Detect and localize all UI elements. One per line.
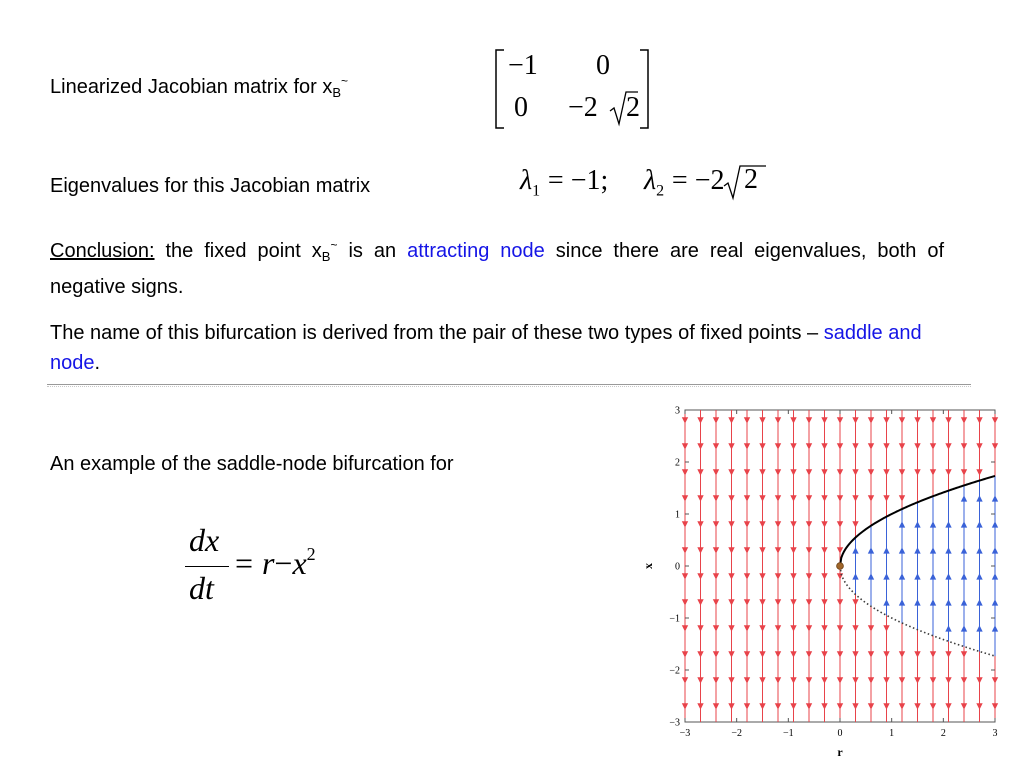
- flow-arrow: [868, 651, 874, 657]
- flow-arrow: [883, 703, 889, 709]
- flow-arrow: [899, 417, 905, 423]
- flow-arrow: [713, 521, 719, 527]
- example-text: An example of the saddle-node bifurcation for: [50, 453, 454, 475]
- flow-arrow: [759, 625, 765, 631]
- y-tick-label: 2: [675, 457, 680, 469]
- flow-arrow: [697, 443, 703, 449]
- flow-arrow: [852, 521, 858, 527]
- flow-arrow: [821, 547, 827, 553]
- eq-equals: =: [235, 545, 254, 581]
- flow-arrow: [682, 417, 688, 423]
- flow-arrow: [713, 625, 719, 631]
- flow-arrow: [961, 495, 967, 501]
- flow-arrow: [775, 573, 781, 579]
- flow-arrow: [930, 469, 936, 475]
- flow-arrow: [728, 677, 734, 683]
- flow-arrow: [837, 417, 843, 423]
- flow-arrow: [976, 599, 982, 605]
- flow-arrow: [821, 443, 827, 449]
- flow-arrow: [837, 625, 843, 631]
- x-tick-label: −2: [731, 728, 742, 739]
- flow-arrow: [790, 443, 796, 449]
- flow-arrow: [697, 469, 703, 475]
- flow-arrow: [914, 573, 920, 579]
- flow-arrow: [837, 599, 843, 605]
- flow-arrow: [713, 495, 719, 501]
- flow-arrow: [744, 625, 750, 631]
- flow-arrow: [852, 677, 858, 683]
- flow-arrow: [759, 703, 765, 709]
- flow-arrow: [914, 651, 920, 657]
- flow-arrow: [806, 677, 812, 683]
- flow-arrow: [728, 703, 734, 709]
- flow-arrow: [930, 443, 936, 449]
- flow-arrow: [744, 521, 750, 527]
- flow-arrow: [852, 573, 858, 579]
- flow-arrow: [899, 677, 905, 683]
- flow-arrow: [775, 443, 781, 449]
- flow-arrow: [852, 625, 858, 631]
- flow-arrow: [697, 547, 703, 553]
- flow-arrow: [883, 625, 889, 631]
- flow-arrow: [883, 417, 889, 423]
- flow-arrow: [945, 573, 951, 579]
- flow-arrow: [852, 703, 858, 709]
- flow-arrow: [930, 521, 936, 527]
- flow-arrow: [961, 651, 967, 657]
- x-tick-label: −3: [679, 728, 691, 739]
- section-divider: [47, 384, 971, 385]
- eigen-label: Eigenvalues for this Jacobian matrix: [50, 175, 371, 197]
- flow-arrow: [899, 495, 905, 501]
- flow-arrow: [837, 521, 843, 527]
- flow-arrow: [697, 651, 703, 657]
- flow-arrow: [682, 469, 688, 475]
- jacobian-matrix: [488, 48, 656, 130]
- flow-arrow: [976, 443, 982, 449]
- flow-arrow: [883, 443, 889, 449]
- flow-arrow: [682, 495, 688, 501]
- flow-arrow: [976, 547, 982, 553]
- flow-arrow: [899, 573, 905, 579]
- x-tick-label: 1: [889, 728, 895, 739]
- flow-arrow: [976, 521, 982, 527]
- flow-arrow: [899, 521, 905, 527]
- flow-arrow: [945, 651, 951, 657]
- flow-arrow: [837, 703, 843, 709]
- flow-arrow: [930, 599, 936, 605]
- flow-arrow: [899, 469, 905, 475]
- flow-arrow: [806, 703, 812, 709]
- y-axis-label: x: [641, 563, 655, 569]
- flow-arrow: [992, 599, 998, 605]
- x-tick-label: 0: [837, 728, 843, 739]
- flow-arrow: [883, 677, 889, 683]
- conclusion-heading: Conclusion:: [50, 240, 155, 262]
- flow-arrow: [868, 703, 874, 709]
- flow-arrow: [682, 625, 688, 631]
- flow-arrow: [945, 625, 951, 631]
- flow-arrow: [883, 547, 889, 553]
- flow-arrow: [837, 677, 843, 683]
- flow-arrow: [744, 677, 750, 683]
- flow-arrow: [914, 521, 920, 527]
- y-tick-label: 0: [675, 561, 680, 573]
- y-tick-label: −2: [669, 665, 680, 677]
- flow-arrow: [914, 417, 920, 423]
- flow-arrow: [790, 573, 796, 579]
- flow-arrow: [775, 469, 781, 475]
- flow-arrow: [744, 547, 750, 553]
- flow-arrow: [728, 521, 734, 527]
- lambda-1: λ: [520, 165, 533, 196]
- flow-arrow: [744, 417, 750, 423]
- flow-arrow: [713, 547, 719, 553]
- flow-arrow: [899, 599, 905, 605]
- flow-arrow: [728, 417, 734, 423]
- flow-arrow: [930, 677, 936, 683]
- flow-arrow: [930, 703, 936, 709]
- flow-arrow: [744, 443, 750, 449]
- flow-arrow: [992, 573, 998, 579]
- eq-numerator: dx: [189, 522, 220, 558]
- flow-arrow: [868, 469, 874, 475]
- attracting-node-term: attracting node: [407, 240, 545, 262]
- flow-arrow: [806, 651, 812, 657]
- flow-arrow: [976, 417, 982, 423]
- x-tick-label: −1: [783, 728, 794, 739]
- flow-arrow: [775, 547, 781, 553]
- flow-arrow: [976, 677, 982, 683]
- y-tick-label: 3: [675, 405, 680, 417]
- flow-arrow: [682, 573, 688, 579]
- flow-arrow: [728, 547, 734, 553]
- flow-arrow: [821, 599, 827, 605]
- flow-arrow: [713, 443, 719, 449]
- flow-arrow: [837, 547, 843, 553]
- flow-arrow: [914, 443, 920, 449]
- flow-arrow: [682, 443, 688, 449]
- flow-arrow: [697, 417, 703, 423]
- matrix-a11: −1: [508, 50, 538, 81]
- flow-arrow: [790, 547, 796, 553]
- flow-arrow: [775, 703, 781, 709]
- flow-arrow: [930, 573, 936, 579]
- flow-arrow: [852, 417, 858, 423]
- flow-arrow: [682, 599, 688, 605]
- flow-arrow: [837, 495, 843, 501]
- flow-arrow: [945, 521, 951, 527]
- flow-arrow: [806, 625, 812, 631]
- flow-arrow: [852, 495, 858, 501]
- flow-arrow: [775, 521, 781, 527]
- flow-arrow: [790, 651, 796, 657]
- flow-arrow: [806, 417, 812, 423]
- x-axis-label: r: [837, 745, 843, 759]
- lambda-2-value: = −2: [671, 165, 725, 196]
- flow-arrow: [713, 703, 719, 709]
- flow-arrow: [821, 573, 827, 579]
- flow-arrow: [976, 573, 982, 579]
- flow-arrow: [728, 599, 734, 605]
- flow-arrow: [914, 703, 920, 709]
- eigenvalues: $\lambda_1 = -1$; $\lambda_2 = -2$ 2: [520, 160, 780, 204]
- flow-arrow: [728, 625, 734, 631]
- flow-arrow: [759, 521, 765, 527]
- eq-denominator: dt: [189, 570, 214, 606]
- flow-arrow: [713, 469, 719, 475]
- flow-arrow: [961, 677, 967, 683]
- flow-arrow: [961, 443, 967, 449]
- flow-arrow: [914, 469, 920, 475]
- flow-arrow: [821, 521, 827, 527]
- flow-arrow: [682, 651, 688, 657]
- flow-arrow: [883, 599, 889, 605]
- flow-arrow: [961, 417, 967, 423]
- flow-arrow: [759, 573, 765, 579]
- flow-arrow: [852, 443, 858, 449]
- flow-arrow: [775, 677, 781, 683]
- flow-arrow: [759, 469, 765, 475]
- flow-arrow: [759, 443, 765, 449]
- fixed-point-marker: [837, 563, 844, 570]
- flow-arrow: [775, 599, 781, 605]
- flow-arrow: [945, 547, 951, 553]
- flow-arrow: [744, 651, 750, 657]
- flow-arrow: [806, 599, 812, 605]
- flow-arrow: [697, 703, 703, 709]
- flow-arrow: [790, 625, 796, 631]
- flow-arrow: [806, 573, 812, 579]
- lambda-1-value: = −1;: [547, 165, 609, 196]
- flow-arrow: [790, 703, 796, 709]
- x-tick-label: 3: [992, 728, 998, 739]
- matrix-a22: −2: [568, 92, 598, 123]
- flow-arrow: [821, 469, 827, 475]
- flow-arrow: [868, 573, 874, 579]
- flow-arrow: [728, 443, 734, 449]
- flow-arrow: [914, 677, 920, 683]
- flow-arrow: [961, 547, 967, 553]
- flow-arrow: [790, 417, 796, 423]
- flow-arrow: [883, 573, 889, 579]
- flow-arrow: [868, 495, 874, 501]
- flow-arrow: [992, 521, 998, 527]
- flow-arrow: [992, 625, 998, 631]
- flow-arrow: [914, 547, 920, 553]
- flow-arrow: [852, 651, 858, 657]
- flow-arrow: [682, 703, 688, 709]
- flow-arrow: [697, 495, 703, 501]
- flow-arrow: [775, 625, 781, 631]
- flow-arrow: [945, 599, 951, 605]
- flow-arrow: [790, 521, 796, 527]
- flow-arrow: [930, 417, 936, 423]
- flow-arrow: [868, 677, 874, 683]
- flow-arrow: [821, 495, 827, 501]
- flow-arrow: [868, 547, 874, 553]
- flow-arrow: [806, 521, 812, 527]
- flow-arrow: [821, 677, 827, 683]
- flow-arrow: [759, 651, 765, 657]
- flow-arrow: [945, 417, 951, 423]
- flow-arrow: [806, 495, 812, 501]
- flow-arrow: [790, 469, 796, 475]
- flow-arrow: [790, 599, 796, 605]
- flow-arrow: [976, 495, 982, 501]
- flow-arrow: [759, 677, 765, 683]
- flow-arrow: [961, 521, 967, 527]
- flow-arrow: [945, 443, 951, 449]
- x-tick-label: 2: [940, 728, 946, 739]
- flow-arrow: [945, 469, 951, 475]
- flow-arrow: [883, 651, 889, 657]
- flow-arrow: [728, 573, 734, 579]
- flow-arrow: [744, 469, 750, 475]
- flow-arrow: [976, 469, 982, 475]
- saddle-and-node-term: saddle and node: [50, 322, 922, 374]
- flow-arrow: [883, 495, 889, 501]
- flow-arrow: [790, 495, 796, 501]
- flow-arrow: [697, 677, 703, 683]
- section-divider-shadow: [47, 386, 971, 387]
- flow-arrow: [837, 651, 843, 657]
- flow-arrow: [961, 703, 967, 709]
- flow-arrow: [728, 469, 734, 475]
- flow-arrow: [945, 703, 951, 709]
- flow-arrow: [713, 417, 719, 423]
- flow-arrow: [852, 599, 858, 605]
- flow-arrow: [899, 547, 905, 553]
- flow-arrow: [930, 547, 936, 553]
- flow-arrow: [806, 547, 812, 553]
- eq-exponent: 2: [306, 544, 316, 564]
- flow-arrow: [992, 547, 998, 553]
- flow-arrow: [697, 521, 703, 527]
- flow-arrow: [744, 703, 750, 709]
- flow-arrow: [697, 599, 703, 605]
- flow-arrow: [976, 703, 982, 709]
- flow-arrow: [682, 547, 688, 553]
- lambda-2-radicand: 2: [744, 164, 758, 195]
- flow-arrow: [806, 469, 812, 475]
- flow-arrow: [992, 703, 998, 709]
- flow-arrow: [775, 651, 781, 657]
- flow-arrow: [775, 417, 781, 423]
- eq-x: x: [292, 545, 307, 581]
- y-tick-label: 1: [675, 509, 680, 521]
- flow-arrow: [759, 495, 765, 501]
- flow-arrow: [713, 677, 719, 683]
- flow-arrow: [961, 599, 967, 605]
- flow-arrow: [852, 547, 858, 553]
- jacobian-label: Linearized Jacobian matrix for $x_B^\sim$: [50, 74, 349, 100]
- flow-arrow: [961, 573, 967, 579]
- flow-arrow: [945, 677, 951, 683]
- flow-arrow: [728, 651, 734, 657]
- flow-arrow: [868, 625, 874, 631]
- flow-arrow: [821, 703, 827, 709]
- flow-arrow: [806, 443, 812, 449]
- flow-arrow: [852, 469, 858, 475]
- fraction-bar: [185, 566, 229, 567]
- flow-arrow: [759, 417, 765, 423]
- flow-arrow: [759, 599, 765, 605]
- bifurcation-stream-plot: [640, 400, 1010, 768]
- flow-arrow: [837, 443, 843, 449]
- flow-arrow: [744, 573, 750, 579]
- matrix-a22-radicand: 2: [626, 92, 640, 123]
- flow-arrow: [868, 417, 874, 423]
- flow-arrow: [713, 573, 719, 579]
- flow-arrow: [821, 651, 827, 657]
- flow-arrow: [713, 599, 719, 605]
- flow-arrow: [883, 469, 889, 475]
- flow-arrow: [992, 417, 998, 423]
- y-tick-label: −3: [669, 717, 680, 729]
- conclusion-paragraph: Conclusion: the fixed point $x_B^\sim$ is an attracting node since there are real eigenvalues, both of negative signs.: [50, 238, 945, 298]
- flow-arrow: [697, 573, 703, 579]
- flow-arrow: [821, 417, 827, 423]
- flow-arrow: [899, 651, 905, 657]
- flow-arrow: [775, 495, 781, 501]
- flow-arrow: [899, 703, 905, 709]
- flow-arrow: [837, 469, 843, 475]
- flow-arrow: [961, 469, 967, 475]
- flow-arrow: [992, 677, 998, 683]
- flow-arrow: [868, 443, 874, 449]
- flow-arrow: [976, 625, 982, 631]
- flow-arrow: [682, 521, 688, 527]
- flow-arrow: [759, 547, 765, 553]
- flow-arrow: [992, 495, 998, 501]
- flow-arrow: [697, 625, 703, 631]
- y-tick-label: −1: [669, 613, 680, 625]
- eq-minus: −: [274, 545, 293, 581]
- flow-arrow: [728, 495, 734, 501]
- bifurcation-paragraph: The name of this bifurcation is derived from the pair of these two types of fixed points – saddle and node.: [50, 322, 922, 374]
- matrix-a12: 0: [596, 50, 610, 81]
- eq-r: r: [261, 545, 275, 581]
- flow-arrow: [914, 599, 920, 605]
- matrix-a21: 0: [514, 92, 528, 123]
- flow-arrow: [744, 599, 750, 605]
- flow-arrow: [682, 677, 688, 683]
- flow-arrow: [713, 651, 719, 657]
- flow-arrow: [821, 625, 827, 631]
- ode-equation: [183, 522, 363, 612]
- flow-arrow: [744, 495, 750, 501]
- flow-arrow: [790, 677, 796, 683]
- flow-arrow: [992, 443, 998, 449]
- flow-arrow: [930, 651, 936, 657]
- lambda-2: λ: [644, 165, 657, 196]
- flow-arrow: [961, 625, 967, 631]
- flow-arrow: [899, 443, 905, 449]
